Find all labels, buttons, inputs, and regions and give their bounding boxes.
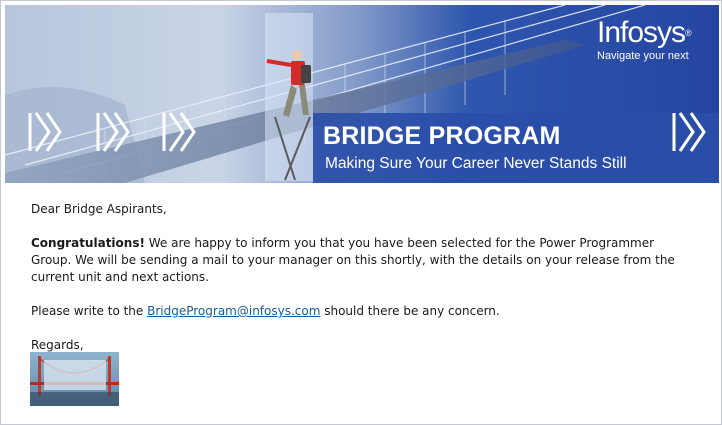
infosys-logo: [597, 17, 691, 62]
email-body: [31, 201, 691, 371]
congratulations-lead: Congratulations!: [31, 236, 145, 250]
contact-paragraph: [31, 303, 691, 320]
contact-before: Please write to the: [31, 304, 148, 318]
double-chevron-arrow-icon: [95, 111, 135, 153]
contact-after: should there be any concern.: [320, 304, 500, 318]
banner-headline: BRIDGE PROGRAM: [323, 122, 561, 150]
registered-mark: ®: [685, 28, 691, 38]
regards: Regards,: [31, 338, 84, 352]
bridge-program-banner: [5, 5, 719, 183]
bridge-program-email-link[interactable]: BridgeProgram@infosys.com: [147, 304, 321, 318]
congratulations-paragraph: [31, 235, 691, 286]
bridge-academy-logo: [30, 352, 119, 406]
double-chevron-arrow-icon: [161, 111, 201, 153]
banner-subheadline: Making Sure Your Career Never Stands Still: [325, 155, 627, 172]
greeting: Dear Bridge Aspirants,: [31, 202, 167, 216]
double-chevron-arrow-icon: [27, 111, 67, 153]
congratulations-text: We are happy to inform you that you have been selected for the Power Programmer Group. We will be sending a mail to your manager on this shortly, with the details on your release from the current unit and next actions.: [31, 236, 675, 284]
signature: [31, 354, 691, 371]
bridge-academy-image: [30, 352, 119, 406]
brand-name: Infosys: [597, 16, 686, 49]
double-chevron-arrow-icon: [671, 111, 711, 153]
brand-tagline: Navigate your next: [597, 50, 689, 62]
